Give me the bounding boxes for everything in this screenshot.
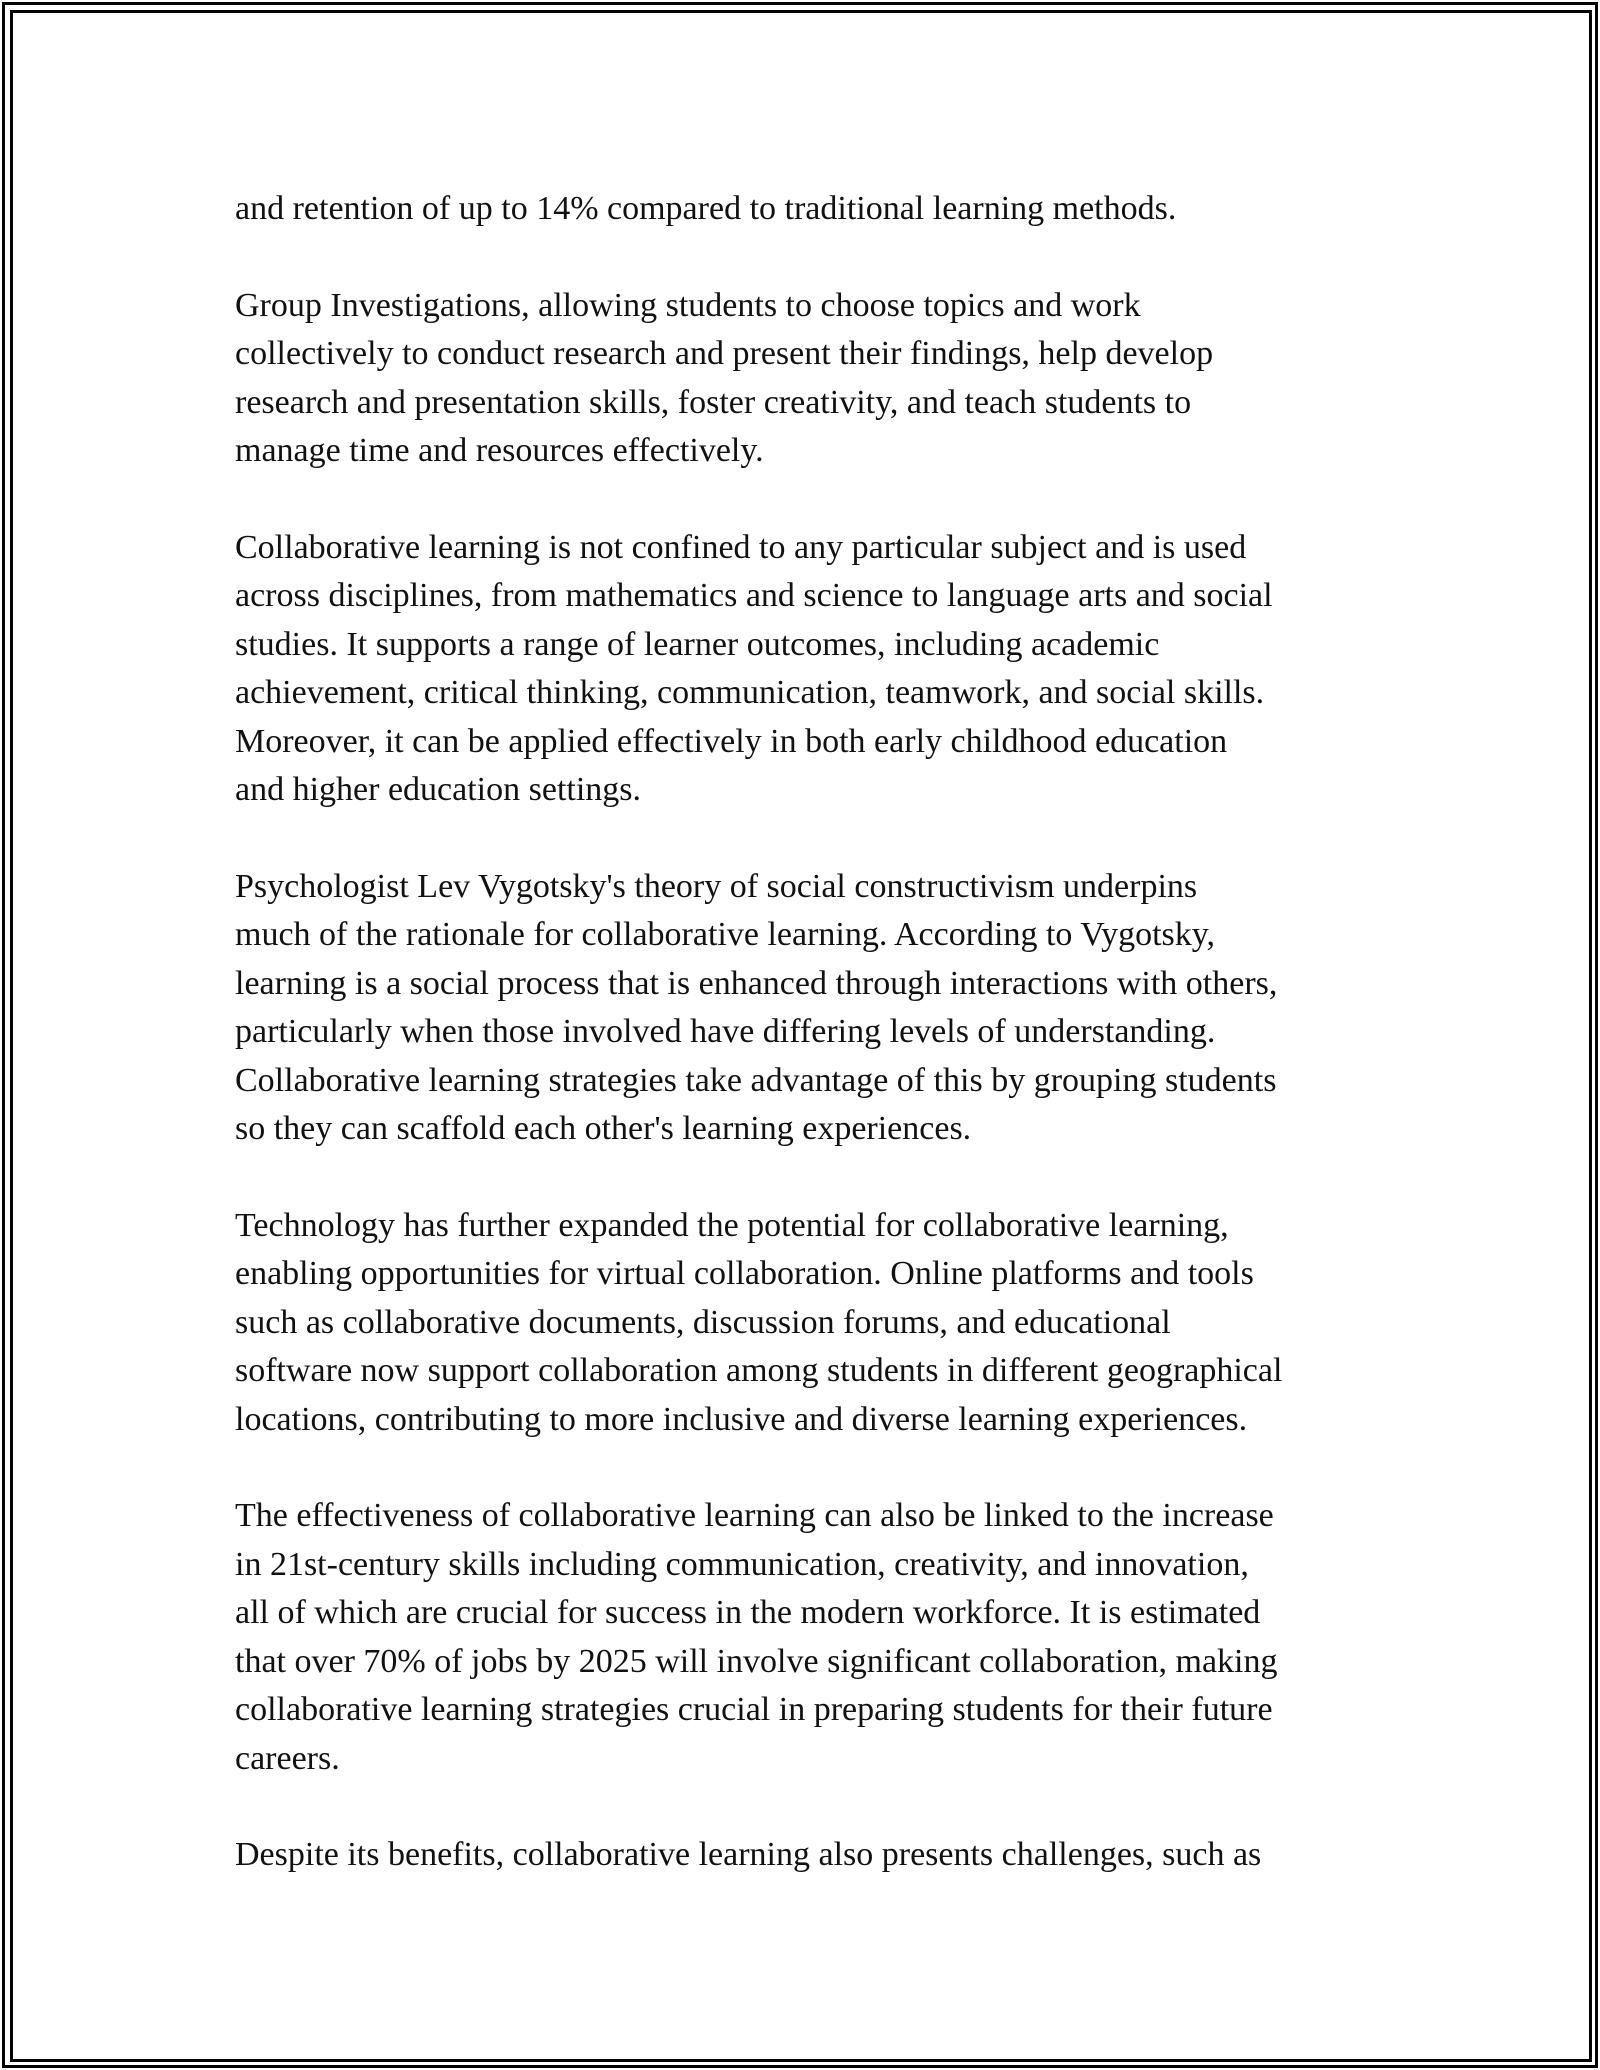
text-line: research and presentation skills, foster creativity, and teach students to <box>235 383 1192 421</box>
paragraph-group-investigations <box>235 282 1375 476</box>
text-line: locations, contributing to more inclusive and diverse learning experiences. <box>235 1400 1248 1438</box>
document-body <box>235 185 1375 1928</box>
paragraph-21st-century-skills <box>235 1492 1375 1783</box>
text-line: Collaborative learning strategies take advantage of this by grouping students <box>235 1061 1277 1099</box>
text-line: collaborative learning strategies crucial in preparing students for their future <box>235 1691 1273 1728</box>
text-line: Group Investigations, allowing students to choose topics and work <box>235 286 1141 324</box>
text-line: Despite its benefits, collaborative learning also presents challenges, such as <box>235 1836 1262 1873</box>
text-line: enabling opportunities for virtual collaboration. Online platforms and tools <box>235 1255 1254 1292</box>
paragraph-challenges <box>235 1831 1375 1880</box>
text-line: all of which are crucial for success in the modern workforce. It is estimated <box>235 1594 1261 1631</box>
text-line: learning is a social process that is enhanced through interactions with others, <box>235 964 1278 1002</box>
text-line: so they can scaffold each other's learning experiences. <box>235 1110 972 1147</box>
text-line: achievement, critical thinking, communication, teamwork, and social skills. <box>235 674 1265 711</box>
text-line: Moreover, it can be applied effectively in both early childhood education <box>235 722 1228 760</box>
text-line: Psychologist Lev Vygotsky's theory of social constructivism underpins <box>235 867 1198 905</box>
text-line: software now support collaboration among students in different geographical <box>235 1352 1283 1389</box>
text-line: manage time and resources effectively. <box>235 432 764 469</box>
text-line: particularly when those involved have differing levels of understanding. <box>235 1013 1216 1050</box>
text-line: studies. It supports a range of learner outcomes, including academic <box>235 625 1160 663</box>
text-line: careers. <box>235 1739 340 1777</box>
text-line: The effectiveness of collaborative learning can also be linked to the increase <box>235 1497 1274 1534</box>
paragraph-disciplines <box>235 524 1375 815</box>
paragraph-retention <box>235 185 1375 234</box>
text-line: Technology has further expanded the potential for collaborative learning, <box>235 1206 1229 1244</box>
text-line: in 21st-century skills including communication, creativity, and innovation, <box>235 1545 1249 1583</box>
paragraph-technology <box>235 1202 1375 1445</box>
text-line: collectively to conduct research and present their findings, help develop <box>235 335 1214 372</box>
text-line: and retention of up to 14% compared to traditional learning methods. <box>235 190 1177 227</box>
text-line: and higher education settings. <box>235 771 642 808</box>
text-line: across disciplines, from mathematics and science to language arts and social <box>235 577 1273 614</box>
text-line: such as collaborative documents, discussion forums, and educational <box>235 1303 1171 1341</box>
text-line: Collaborative learning is not confined to any particular subject and is used <box>235 528 1247 566</box>
text-line: that over 70% of jobs by 2025 will involve significant collaboration, making <box>235 1642 1278 1680</box>
text-line: much of the rationale for collaborative learning. According to Vygotsky, <box>235 916 1216 953</box>
paragraph-vygotsky <box>235 863 1375 1154</box>
